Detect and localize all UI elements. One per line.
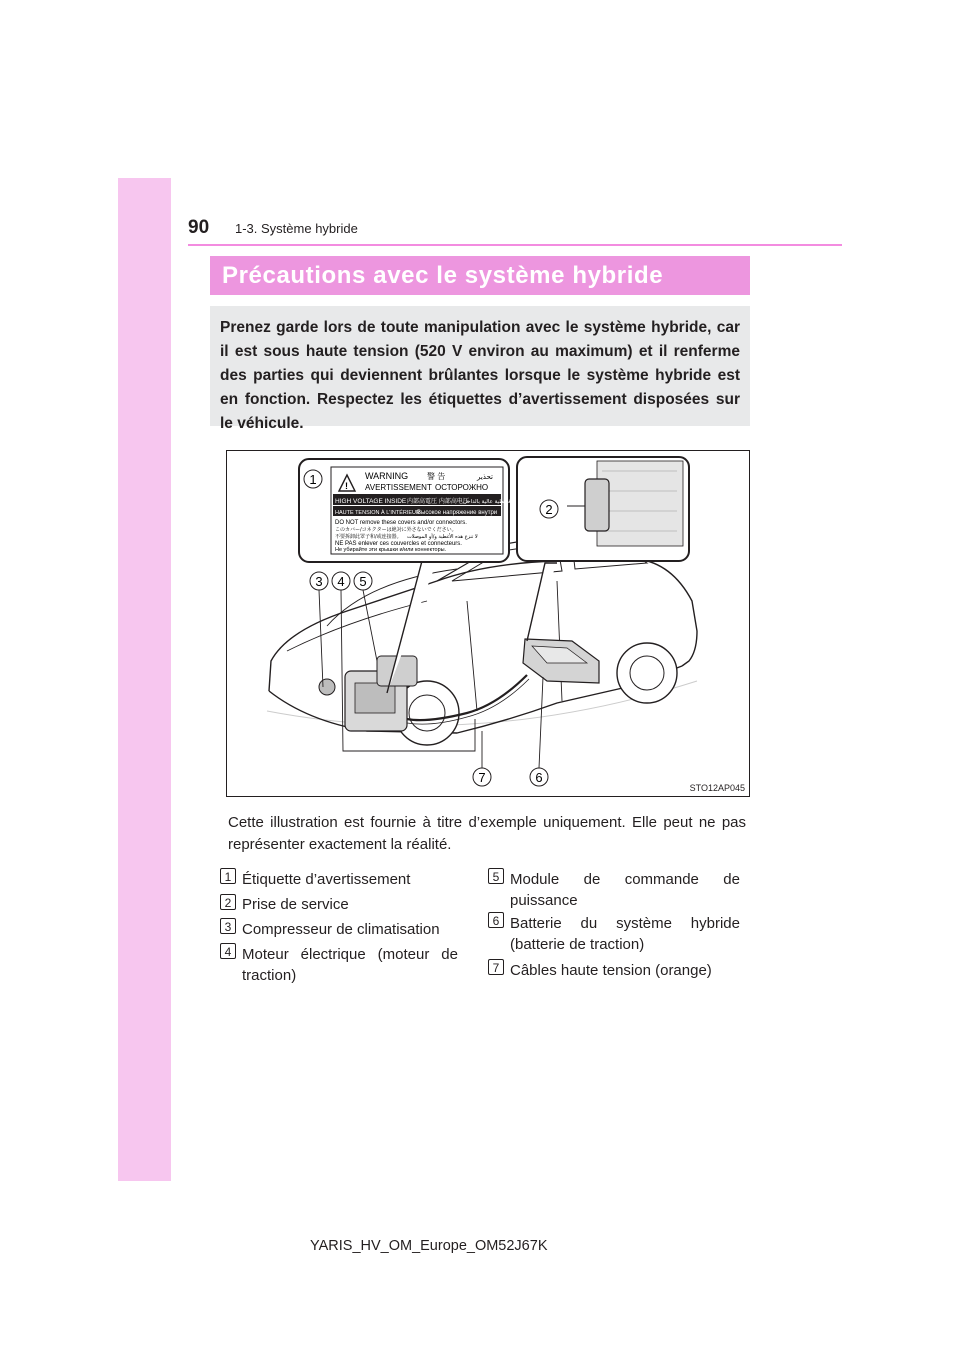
callout-5: 5 bbox=[359, 574, 367, 589]
label-avertissement: AVERTISSEMENT bbox=[365, 483, 432, 492]
legend-item-6: Batterie du système hybride (batterie de traction) bbox=[510, 915, 740, 953]
label-line-ru: Не убирайте эти крышки и/или коннекторы. bbox=[335, 547, 447, 553]
label-line-en: DO NOT remove these covers and/or connectors. bbox=[335, 520, 467, 526]
car-diagram bbox=[227, 451, 749, 796]
figure-caption: Cette illustration est fournie à titre d’exemple uniquement. Elle peut ne pas représenter exactement la réalité. bbox=[228, 814, 746, 853]
section-title: 1-3. Système hybride bbox=[235, 221, 358, 236]
label-warning: WARNING bbox=[365, 471, 409, 481]
callout-3: 3 bbox=[315, 574, 323, 589]
page-number: 90 bbox=[188, 217, 210, 238]
label-line-jp: このカバー/コネクターは絶対に外さないでください。 bbox=[335, 527, 457, 533]
legend-number-7: 7 bbox=[488, 959, 504, 975]
legend-number-3: 3 bbox=[220, 918, 236, 934]
figure-id: STO12AP045 bbox=[689, 783, 745, 793]
warning-triangle-icon: ! bbox=[345, 481, 348, 491]
callout-2: 2 bbox=[545, 502, 553, 517]
page-title: Précautions avec le système hybride bbox=[210, 256, 750, 295]
label-hv-inside: HIGH VOLTAGE INSIDE bbox=[335, 498, 407, 505]
legend-number-6: 6 bbox=[488, 912, 504, 928]
label-hv-ru: Высокое напряжение внутри bbox=[417, 510, 498, 516]
legend-item-1: Étiquette d’avertissement bbox=[242, 871, 411, 888]
legend-number-1: 1 bbox=[220, 868, 236, 884]
label-warning-cn: 警 告 bbox=[427, 472, 446, 481]
label-line-ar: لا تنزع هذه الأغطية و/أو الموصلات bbox=[407, 534, 478, 540]
legend-item-5: Module de commande de puissance bbox=[510, 871, 740, 909]
legend-number-2: 2 bbox=[220, 894, 236, 910]
label-warning-ar: تحذير bbox=[477, 473, 493, 481]
callout-6: 6 bbox=[535, 770, 543, 785]
label-hv-cn: 内部高電圧 内部高电压 bbox=[407, 498, 469, 505]
chapter-sidebar-tab bbox=[118, 178, 171, 1181]
motor-block bbox=[319, 656, 417, 731]
legend-item-7: Câbles haute tension (orange) bbox=[510, 962, 712, 979]
callout-4: 4 bbox=[337, 574, 345, 589]
legend-number-5: 5 bbox=[488, 868, 504, 884]
intro-box: Prenez garde lors de toute manipulation avec le système hybride, car il est sous haute tension (520 V environ au maximum) et il renferme des parties qui deviennent brûlantes lorsque le système hybride est en fonction. Respectez les étiquettes d’avertissement disposées sur le véhicule. bbox=[210, 306, 750, 426]
label-line-cn: 不要拆卸此罩子和/或连接器。 bbox=[335, 534, 402, 540]
label-haute-tension: HAUTE TENSION À L'INTÉRIEUR bbox=[335, 510, 420, 516]
legend-item-2: Prise de service bbox=[242, 896, 349, 913]
legend-number-4: 4 bbox=[220, 943, 236, 959]
document-footer: YARIS_HV_OM_Europe_OM52J67K bbox=[310, 1238, 548, 1254]
callout-1: 1 bbox=[309, 472, 317, 487]
hybrid-system-illustration bbox=[226, 450, 750, 797]
callout-7: 7 bbox=[478, 770, 486, 785]
battery-block bbox=[523, 639, 599, 683]
label-ostorozhno: ОСТОРОЖНО bbox=[435, 483, 489, 492]
legend-item-4: Moteur électrique (moteur de traction) bbox=[242, 946, 458, 984]
label-line-fr: NE PAS enlever ces couvercles et connecteurs. bbox=[335, 541, 462, 547]
header-rule bbox=[188, 244, 842, 246]
label-hv-ar: فولطية عالية بالداخل bbox=[463, 499, 511, 505]
legend-item-3: Compresseur de climatisation bbox=[242, 921, 440, 938]
